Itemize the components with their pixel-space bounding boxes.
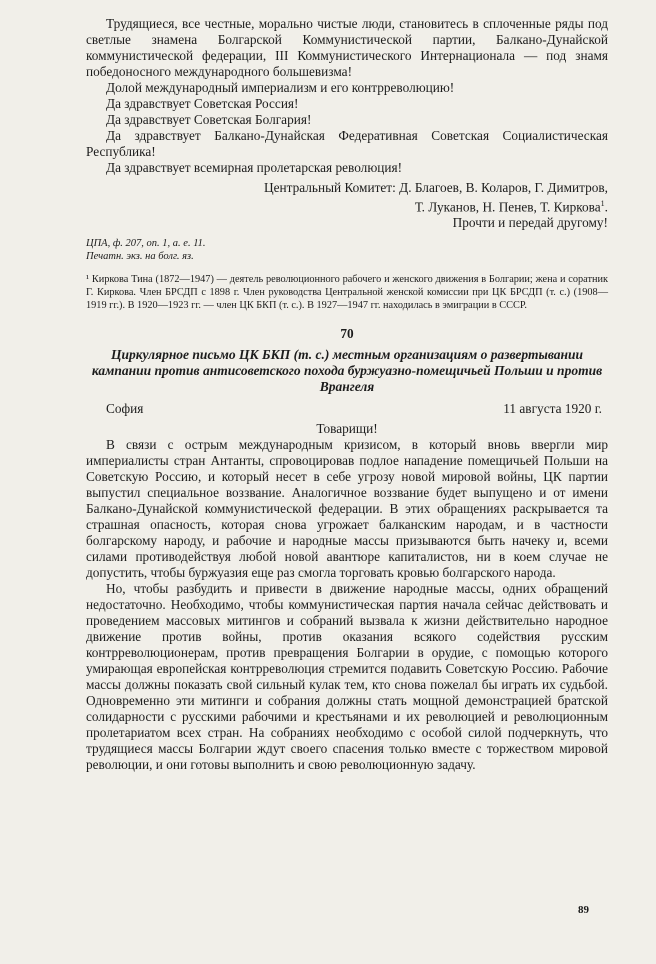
slogans-list: [86, 80, 608, 176]
signature-block: [86, 180, 608, 231]
slogan: Да здравствует Советская Болгария!: [106, 112, 312, 127]
salutation: Товарищи!: [316, 421, 378, 437]
signature-dot: .: [604, 199, 608, 215]
body-paragraph: Но, чтобы разбудить и привести в движение народные массы, одних обращений недостаточно. Необходимо, чтобы коммунистическая партия начала сейчас действовать и проведением массовых митингов и собраний вызвала к жизни действительно народное движение против войны, против оказания всякого содействия русским контрреволюционерам, против превращения Болгарии в орудие, с помощью которого умирающая европейская контрреволюция стремится подавить Советскую Россию. Рабочие массы должны показать свой сильный кулак тем, кто снова пожелал бы играть их судьбой. Одновременно эти митинги и собрания должны стать мощной демонстрацией братской солидарности с русскими рабочими и крестьянами и их революцией и революционным пролетариатом всех стран. На собраниях необходимо с особой силой подчеркнуть, что трудящиеся массы Болгарии ждут своего спасения только вместе с торжеством мировой революции, и они готовы выполнить и свою революционную задачу.: [86, 581, 608, 773]
archive-reference: [86, 237, 608, 263]
read-pass-line: Прочти и передай другому!: [452, 215, 608, 231]
signature-line: Центральный Комитет: Д. Благоев, В. Коларов, Г. Димитров,: [264, 180, 608, 195]
footnote-marker: 1: [600, 199, 605, 208]
document-number: 70: [340, 326, 354, 342]
appeal-paragraph: Трудящиеся, все честные, морально чистые люди, становитесь в сплоченные ряды под светлые знамена Болгарской Коммунистической партии, Балкано-Дунайской коммунистической федерации, III Коммунистического Интернационала — под знамя победоносного международного большевизма!: [86, 16, 608, 79]
slogan: Да здравствует всемирная пролетарская революция!: [106, 160, 403, 175]
footnote: ¹ Киркова Тина (1872—1947) — деятель революционного рабочего и женского движения в Болгарии; жена и соратник Г. Киркова. Член БРСДП с 1898 г. Член руководства Центральной женской комиссии при ЦК БРСДП (т. с.) (1908—1919 гг.). В 1920—1923 гг. — член ЦК БКП (т. с.). В 1927—1947 гг. находилась в эмиграции в СССР.: [86, 274, 608, 312]
slogan: Да здравствует Балкано-Дунайская Федеративная Советская Социалистическая Республика!: [86, 128, 608, 159]
slogan: Долой международный империализм и его контрреволюцию!: [106, 80, 455, 95]
page-number: 89: [578, 904, 589, 916]
slogan: Да здравствует Советская Россия!: [106, 96, 299, 111]
document-title: Циркулярное письмо ЦК БКП (т. с.) местным организациям о развертывании кампании против антисоветского похода буржуазно-помещичьей Польши и против Врангеля: [91, 347, 603, 395]
body-paragraph: В связи с острым международным кризисом, в который вновь ввергли мир империалисты стран Антанты, спровоцировав подлое нападение помещичьей Польши на Советскую Россию, и который несет в себе угрозу новой мировой войны, ЦК партии выпустил специальное воззвание. Аналогичное воззвание будет выпущено и от имени Балкано-Дунайской коммунистической федерации. В этих обращениях раскрывается та страшная опасность, которая снова угрожает балканским народам, и в частности болгарскому народу, и рабочие и народные массы призываются быть начеку и, всеми силами противодействуя любой новой авантюре капиталистов, ни в коем случае не допустить, чтобы буржуазия еще раз смогла торговать кровью болгарского народа.: [86, 437, 608, 581]
archive-note: Печатн. экз. на болг. яз.: [86, 251, 194, 263]
signature-line: [86, 196, 608, 215]
archive-ref: ЦПА, ф. 207, оп. 1, а. е. 11.: [86, 238, 206, 250]
signature-names: Т. Луканов, Н. Пенев, Т. Киркова: [414, 199, 601, 215]
place: София: [106, 401, 144, 417]
place-date-line: [86, 401, 608, 417]
date: 11 августа 1920 г.: [503, 401, 602, 417]
